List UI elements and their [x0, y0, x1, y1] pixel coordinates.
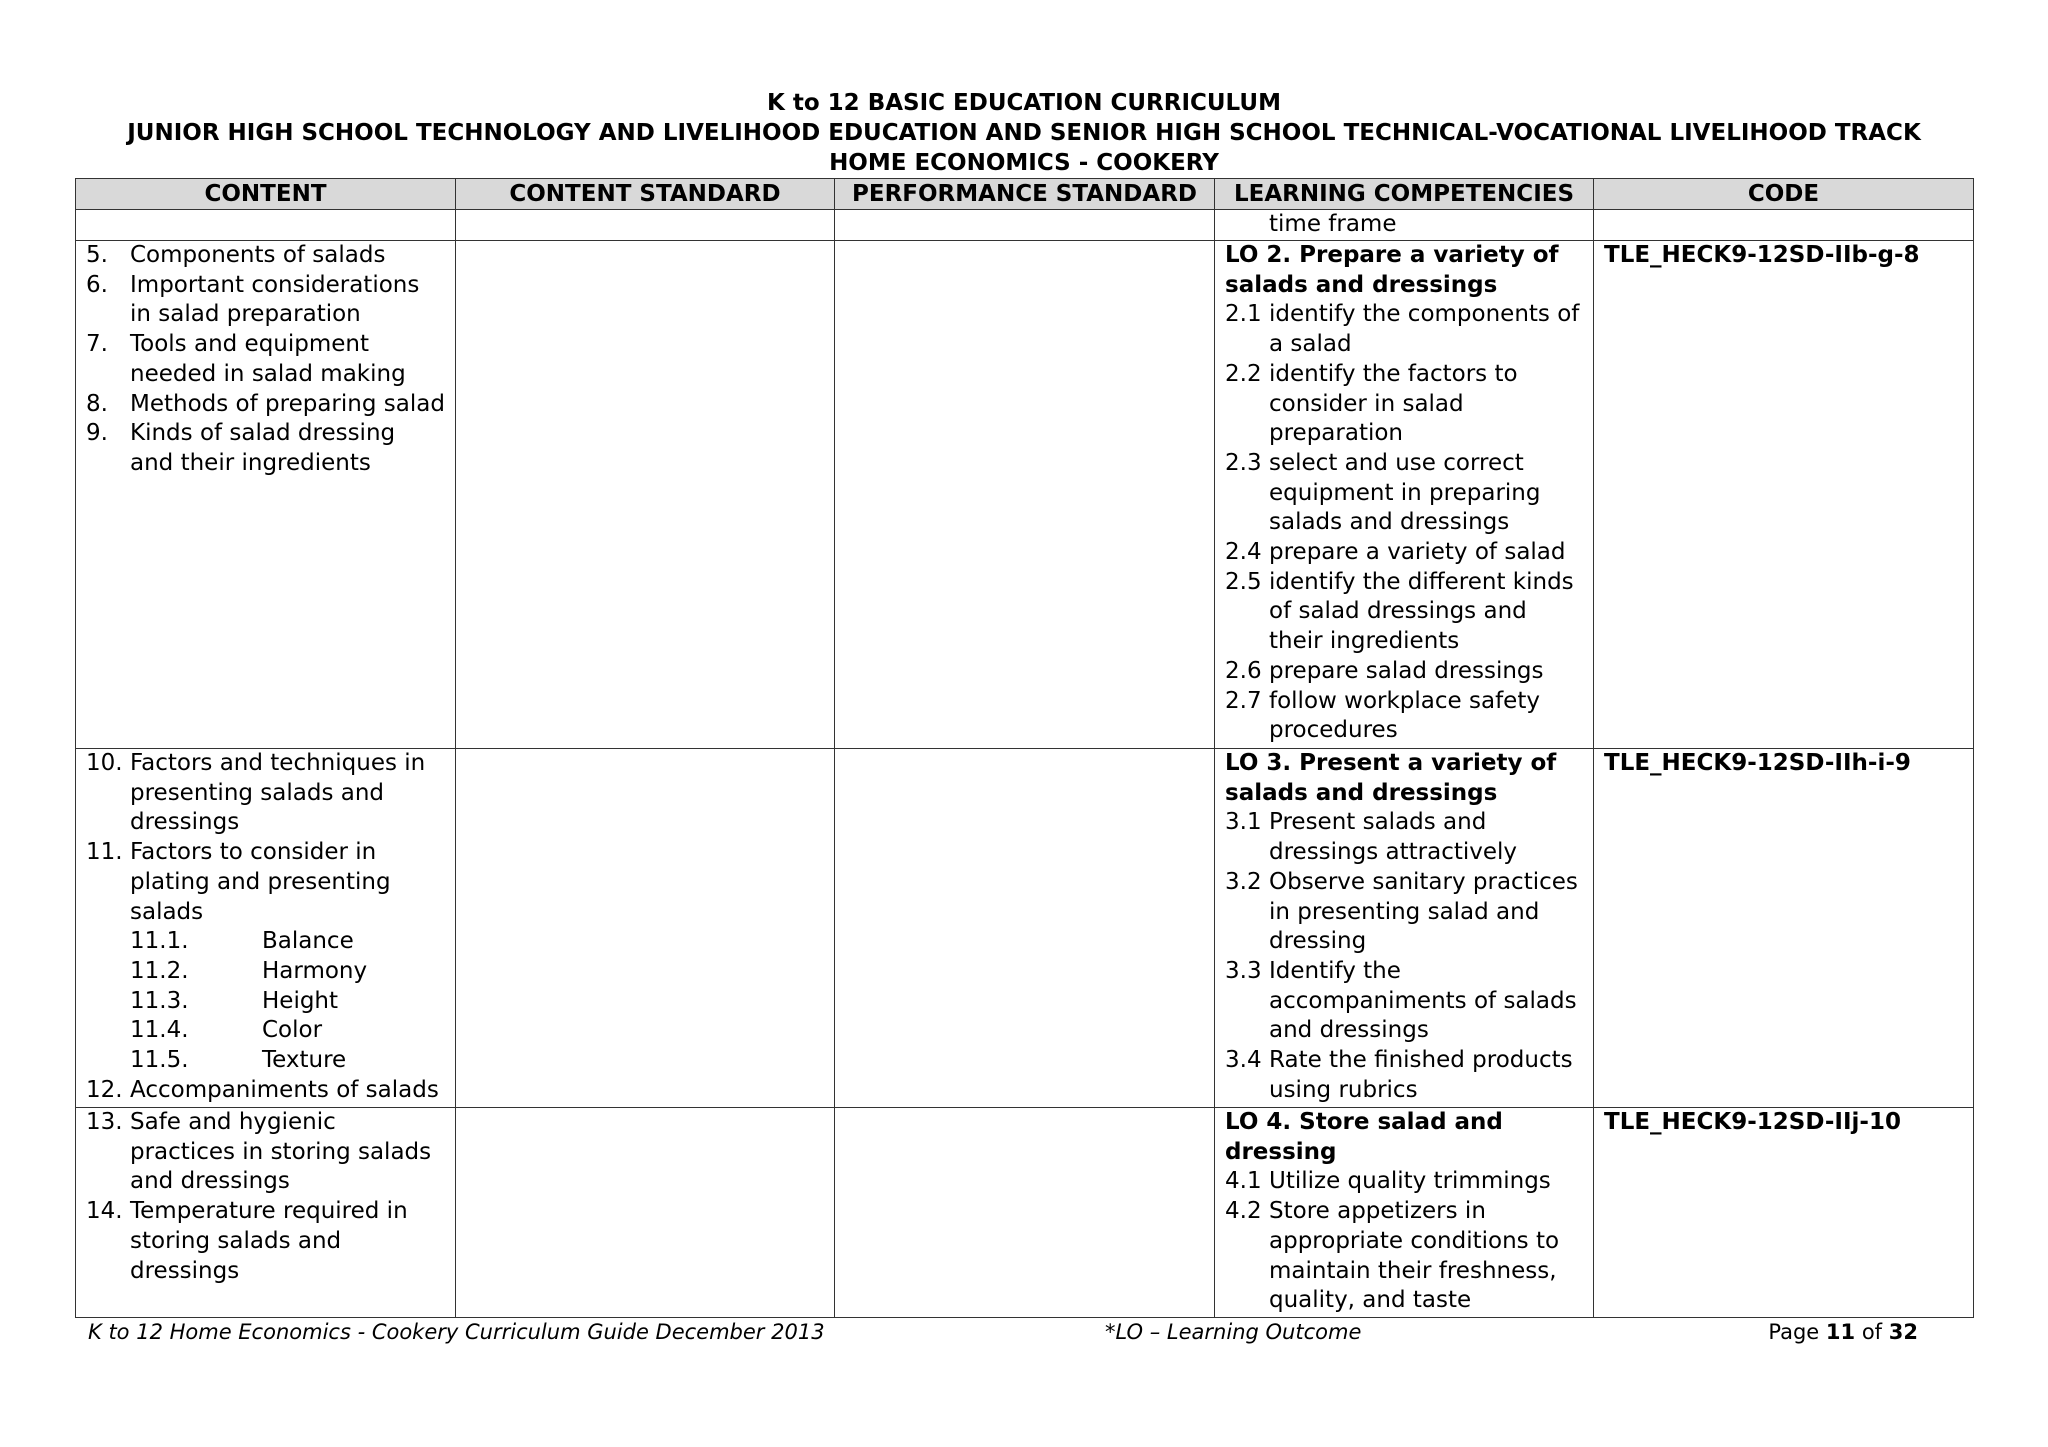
content-cell	[76, 210, 456, 241]
competency-item	[1225, 1197, 1583, 1316]
sub-list-item	[86, 957, 445, 987]
item-text: Kinds of salad dressing and their ingredients	[130, 420, 396, 476]
sub-item-text: Balance	[262, 928, 354, 955]
item-number: 11.	[86, 839, 123, 866]
competency-continuation: time frame	[1269, 211, 1397, 237]
list-item	[86, 1108, 445, 1197]
item-number: 8.	[86, 390, 108, 417]
table-row	[76, 749, 1974, 1108]
competency-number: 2.4	[1225, 539, 1262, 566]
list-item	[86, 390, 445, 420]
competency-text: select and use correct equipment in preparing salads and dressings	[1269, 449, 1541, 536]
sub-item-number: 11.2.	[130, 957, 189, 984]
column-header-performance-standard: PERFORMANCE STANDARD	[835, 179, 1215, 210]
curriculum-table	[75, 178, 1974, 1318]
sub-item-number: 11.3.	[130, 987, 189, 1014]
table-header-row	[76, 179, 1974, 210]
list-item	[86, 271, 445, 330]
item-number: 5.	[86, 242, 108, 268]
performance-standard-cell	[835, 241, 1215, 749]
learning-outcome-title: LO 3. Present a variety of salads and dressings	[1225, 750, 1557, 806]
page-label: Page	[1768, 1320, 1820, 1344]
competency-text: Identify the accompaniments of salads and dressings	[1269, 957, 1577, 1044]
list-item	[86, 1076, 445, 1106]
sub-list-item	[86, 1046, 445, 1076]
item-number: 10.	[86, 750, 123, 776]
header-title: K to 12 BASIC EDUCATION CURRICULUM	[767, 90, 1281, 116]
sub-item-text: Color	[262, 1017, 323, 1044]
competency-number: 2.2	[1225, 360, 1262, 387]
page-footer	[0, 1317, 2048, 1347]
competency-number: 2.7	[1225, 687, 1262, 714]
item-number: 13.	[86, 1109, 123, 1135]
competency-number: 3.1	[1225, 809, 1262, 836]
list-item	[86, 419, 445, 478]
competency-text: identify the components of a salad	[1269, 301, 1580, 358]
item-number: 9.	[86, 420, 108, 447]
competency-code: TLE_HECK9-12SD-IIj-10	[1604, 1109, 1901, 1135]
sub-list-item	[86, 1016, 445, 1046]
sub-item-text: Height	[262, 987, 339, 1014]
item-number: 12.	[86, 1076, 123, 1103]
content-standard-cell	[456, 749, 835, 1108]
item-number: 14.	[86, 1198, 123, 1225]
competency-item	[1225, 1046, 1583, 1105]
competency-number: 2.5	[1225, 568, 1262, 595]
competency-text: prepare salad dressings	[1269, 657, 1544, 684]
header-section: HOME ECONOMICS - COOKERY	[829, 150, 1219, 176]
list-item	[86, 1197, 445, 1286]
sub-item-text: Texture	[262, 1047, 347, 1074]
competency-item	[1225, 449, 1583, 538]
item-text: Tools and equipment needed in salad making	[130, 331, 406, 387]
competency-text: Store appetizers in appropriate conditions to maintain their freshness, quality, and taste	[1269, 1198, 1560, 1314]
competency-item	[1225, 868, 1583, 957]
learning-outcome-title: LO 4. Store salad and dressing	[1225, 1109, 1503, 1165]
code-cell	[1594, 241, 1974, 749]
item-text: Methods of preparing salad	[130, 390, 445, 417]
column-header-code: CODE	[1594, 179, 1974, 210]
competency-text: identify the factors to consider in salad preparation	[1269, 360, 1518, 447]
column-header-content: CONTENT	[76, 179, 456, 210]
content-cell	[76, 749, 456, 1108]
sub-list-item	[86, 987, 445, 1017]
competency-number: 4.1	[1225, 1168, 1262, 1195]
competency-number: 2.3	[1225, 449, 1262, 476]
performance-standard-cell	[835, 1108, 1215, 1318]
list-item	[86, 241, 445, 271]
footer-lo-note: *LO – Learning Outcome	[1105, 1320, 1362, 1344]
competency-number: 2.6	[1225, 657, 1262, 684]
competency-item	[1225, 1167, 1583, 1197]
sub-item-number: 11.4.	[130, 1017, 189, 1044]
competency-item	[1225, 957, 1583, 1046]
competency-item	[1225, 360, 1583, 449]
item-number: 7.	[86, 331, 108, 358]
competency-number: 3.3	[1225, 957, 1262, 984]
item-text: Components of salads	[130, 242, 386, 268]
competencies-cell	[1215, 1108, 1594, 1318]
code-cell	[1594, 1108, 1974, 1318]
content-standard-cell	[456, 1108, 835, 1318]
page-of-label: of	[1861, 1320, 1883, 1344]
table-row	[76, 1108, 1974, 1318]
list-item	[86, 330, 445, 389]
item-text: Safe and hygienic practices in storing salads and dressings	[130, 1109, 432, 1195]
table-row	[76, 210, 1974, 241]
column-header-learning-competencies: LEARNING COMPETENCIES	[1215, 179, 1594, 210]
item-text: Accompaniments of salads	[130, 1076, 439, 1103]
sub-item-number: 11.1.	[130, 928, 189, 955]
competency-item	[1225, 808, 1583, 867]
code-cell	[1594, 210, 1974, 241]
competency-text: identify the different kinds of salad dressings and their ingredients	[1269, 568, 1574, 655]
current-page: 11	[1825, 1320, 1856, 1344]
competencies-cell	[1215, 241, 1594, 749]
code-cell	[1594, 749, 1974, 1108]
content-standard-cell	[456, 241, 835, 749]
content-cell	[76, 1108, 456, 1318]
competency-number: 3.2	[1225, 868, 1262, 895]
page-number	[1768, 1317, 1918, 1347]
competency-item	[1225, 568, 1583, 657]
competency-text: Utilize quality trimmings	[1269, 1168, 1551, 1195]
competency-number: 4.2	[1225, 1198, 1262, 1225]
competency-item	[1225, 687, 1583, 746]
competencies-cell	[1215, 749, 1594, 1108]
item-text: Important considerations in salad preparation	[130, 271, 420, 328]
competency-text: Present salads and dressings attractively	[1269, 809, 1518, 866]
performance-standard-cell	[835, 749, 1215, 1108]
list-item	[86, 838, 445, 927]
content-cell	[76, 241, 456, 749]
header-subtitle: JUNIOR HIGH SCHOOL TECHNOLOGY AND LIVELIHOOD EDUCATION AND SENIOR HIGH SCHOOL TECHNICAL-VOCATIONAL LIVELIHOOD TRACK	[127, 120, 1921, 146]
item-number: 6.	[86, 271, 108, 298]
competency-code: TLE_HECK9-12SD-IIb-g-8	[1604, 242, 1920, 268]
total-pages: 32	[1888, 1320, 1918, 1344]
sub-list-item	[86, 927, 445, 957]
footer-guide-title: K to 12 Home Economics - Cookery Curriculum Guide December 2013	[88, 1320, 825, 1344]
competency-item	[1225, 300, 1583, 359]
competency-item	[1225, 538, 1583, 568]
competency-number: 2.1	[1225, 301, 1262, 328]
competency-text: prepare a variety of salad	[1269, 539, 1566, 566]
column-header-content-standard: CONTENT STANDARD	[456, 179, 835, 210]
competency-text: follow workplace safety procedures	[1269, 687, 1540, 744]
performance-standard-cell	[835, 210, 1215, 241]
competency-text: Rate the finished products using rubrics	[1269, 1047, 1573, 1103]
sub-item-number: 11.5.	[130, 1047, 189, 1074]
competency-item	[1225, 657, 1583, 687]
competency-code: TLE_HECK9-12SD-IIh-i-9	[1604, 750, 1911, 776]
document-header	[0, 88, 2048, 178]
competency-text: Observe sanitary practices in presenting salad and dressing	[1269, 868, 1578, 955]
sub-item-text: Harmony	[262, 957, 368, 984]
item-text: Temperature required in storing salads and dressings	[130, 1198, 408, 1284]
list-item	[86, 749, 445, 838]
competencies-cell	[1215, 210, 1594, 241]
item-text: Factors to consider in plating and presenting salads	[130, 839, 391, 925]
competency-number: 3.4	[1225, 1047, 1262, 1074]
table-row	[76, 241, 1974, 749]
item-text: Factors and techniques in presenting salads and dressings	[130, 750, 426, 836]
learning-outcome-title: LO 2. Prepare a variety of salads and dressings	[1225, 242, 1559, 298]
content-standard-cell	[456, 210, 835, 241]
